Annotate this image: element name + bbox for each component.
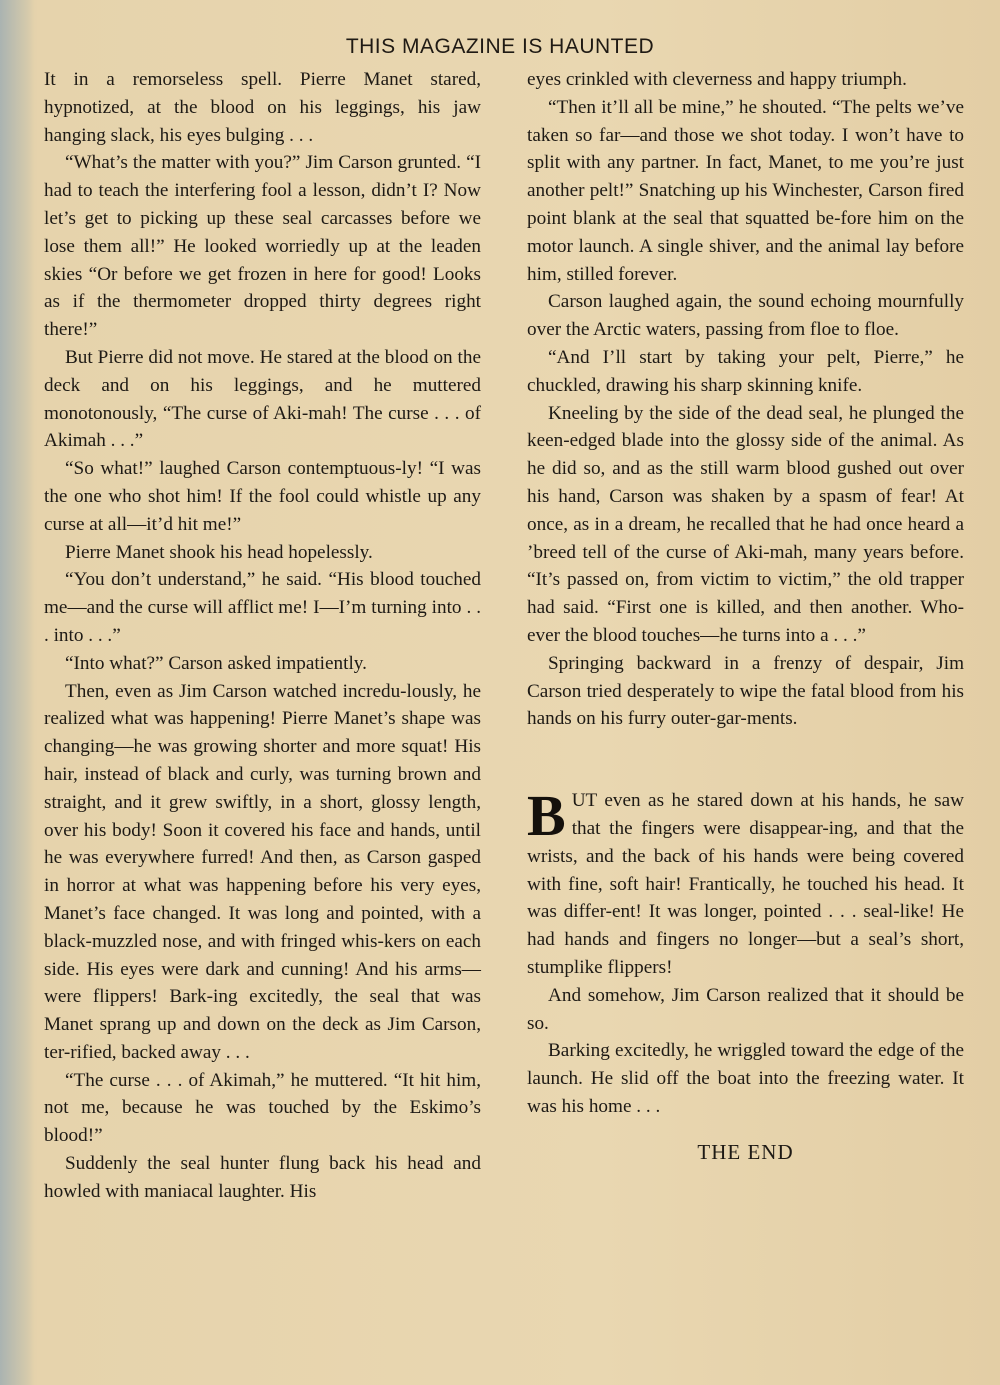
left-column [44, 66, 481, 1206]
paragraph: Pierre Manet shook his head hopelessly. [65, 541, 373, 563]
paragraph: Then, even as Jim Carson watched incredu-lously, he realized what was happening! Pierre Manet’s shape was changing—he was growing shorter and more squat! His hair, instead of black and curly, was turning brown and straight, and it grew swiftly, in a short, glossy length, over his body! Soon it covered his face and hands, until he was everywhere furred! And then, as Carson gasped in horror at what was happening before his very eyes, Manet’s face changed. It was long and pointed, with a black-muzzled nose, and with fringed whis-kers on each side. His eyes were dark and cunning! And his arms—were flippers! Bark-ing excitedly, the seal that was Manet sprang up and down on the deck as Jim Carson, ter-rified, backed away . . . [44, 680, 481, 1063]
paragraph: “The curse . . . of Akimah,” he muttered. “It hit him, not me, because he was touched by the Eskimo’s blood!” [44, 1069, 481, 1147]
dropcap-paragraph-text: UT even as he stared down at his hands, he saw that the fingers were disappear-ing, and that the wrists, and the back of his hands were being covered with fine, soft hair! Frantically, he touched his head. It was differ-ent! It was longer, pointed . . . seal-like! He had hands and fingers no longer—but a seal’s short, stumplike flippers! [527, 790, 964, 978]
paragraph: It in a remorseless spell. Pierre Manet stared, hypnotized, at the blood on his leggings, his jaw hanging slack, his eyes bulging . . . [44, 69, 481, 146]
paragraph: Barking excitedly, he wriggled toward the edge of the launch. He slid off the boat into the freezing water. It was his home . . . [527, 1040, 964, 1117]
page-header: THIS MAGAZINE IS HAUNTED [345, 35, 655, 58]
paragraph: “Then it’ll all be mine,” he shouted. “The pelts we’ve taken so far—and those we shot today. I won’t have to split with any partner. In fact, Manet, to me you’re just another pelt!” Snatching up his Winchester, Carson fired point blank at the seal that squatted be-fore him on the motor launch. A single shiver, and the animal lay before him, stilled forever. [527, 96, 964, 285]
paragraph: Springing backward in a frenzy of despair, Jim Carson tried desperately to wipe the fatal blood from his hands on his furry outer-gar-ments. [527, 652, 964, 730]
section-break [527, 733, 964, 787]
paragraph: “What’s the matter with you?” Jim Carson grunted. “I had to teach the interfering fool a lesson, didn’t I? Now let’s get to picking up these seal carcasses before we lose them all!” He looked worriedly up at the leaden skies “Or before we get frozen in here for good! Looks as if the thermometer dropped thirty degrees right there!” [44, 152, 481, 341]
paragraph: “Into what?” Carson asked impatiently. [65, 652, 367, 674]
paragraph: Kneeling by the side of the dead seal, he plunged the keen-edged blade into the glossy side of the animal. As he did so, and as the still warm blood gushed out over his hand, Carson was shaken by a spasm of fear! At once, as in a dream, he recalled that he had once heard a ’breed tell of the curse of Aki-mah, many years before. “It’s passed on, from victim to victim,” the old trapper had said. “First one is killed, and then another. Who-ever the blood touches—he turns into a . . .” [527, 402, 964, 646]
paragraph: But Pierre did not move. He stared at the blood on the deck and on his leggings, and he muttered monotonously, “The curse of Aki-mah! The curse . . . of Akimah . . .” [44, 346, 481, 452]
paragraph: Carson laughed again, the sound echoing mournfully over the Arctic waters, passing from floe to floe. [527, 291, 964, 341]
paragraph: And somehow, Jim Carson realized that it should be so. [527, 984, 964, 1034]
drop-cap-letter: B [527, 783, 566, 849]
paragraph: “So what!” laughed Carson contemptuous-ly! “I was the one who shot him! If the fool could whistle up any curse at all—it’d hit me!” [44, 458, 481, 535]
paragraph: Suddenly the seal hunter flung back his head and howled with maniacal laughter. His [44, 1153, 481, 1202]
paragraph: eyes crinkled with cleverness and happy triumph. [527, 69, 907, 90]
end-label: THE END [697, 1139, 794, 1164]
paragraph: “And I’ll start by taking your pelt, Pierre,” he chuckled, drawing his sharp skinning knife. [527, 346, 964, 396]
dropcap-paragraph [527, 783, 964, 982]
paragraph: “You don’t understand,” he said. “His blood touched me—and the curse will afflict me! I—I’m turning into . . . into . . .” [44, 569, 481, 646]
page-spine-shadow [0, 0, 34, 1385]
right-column [527, 66, 964, 1166]
